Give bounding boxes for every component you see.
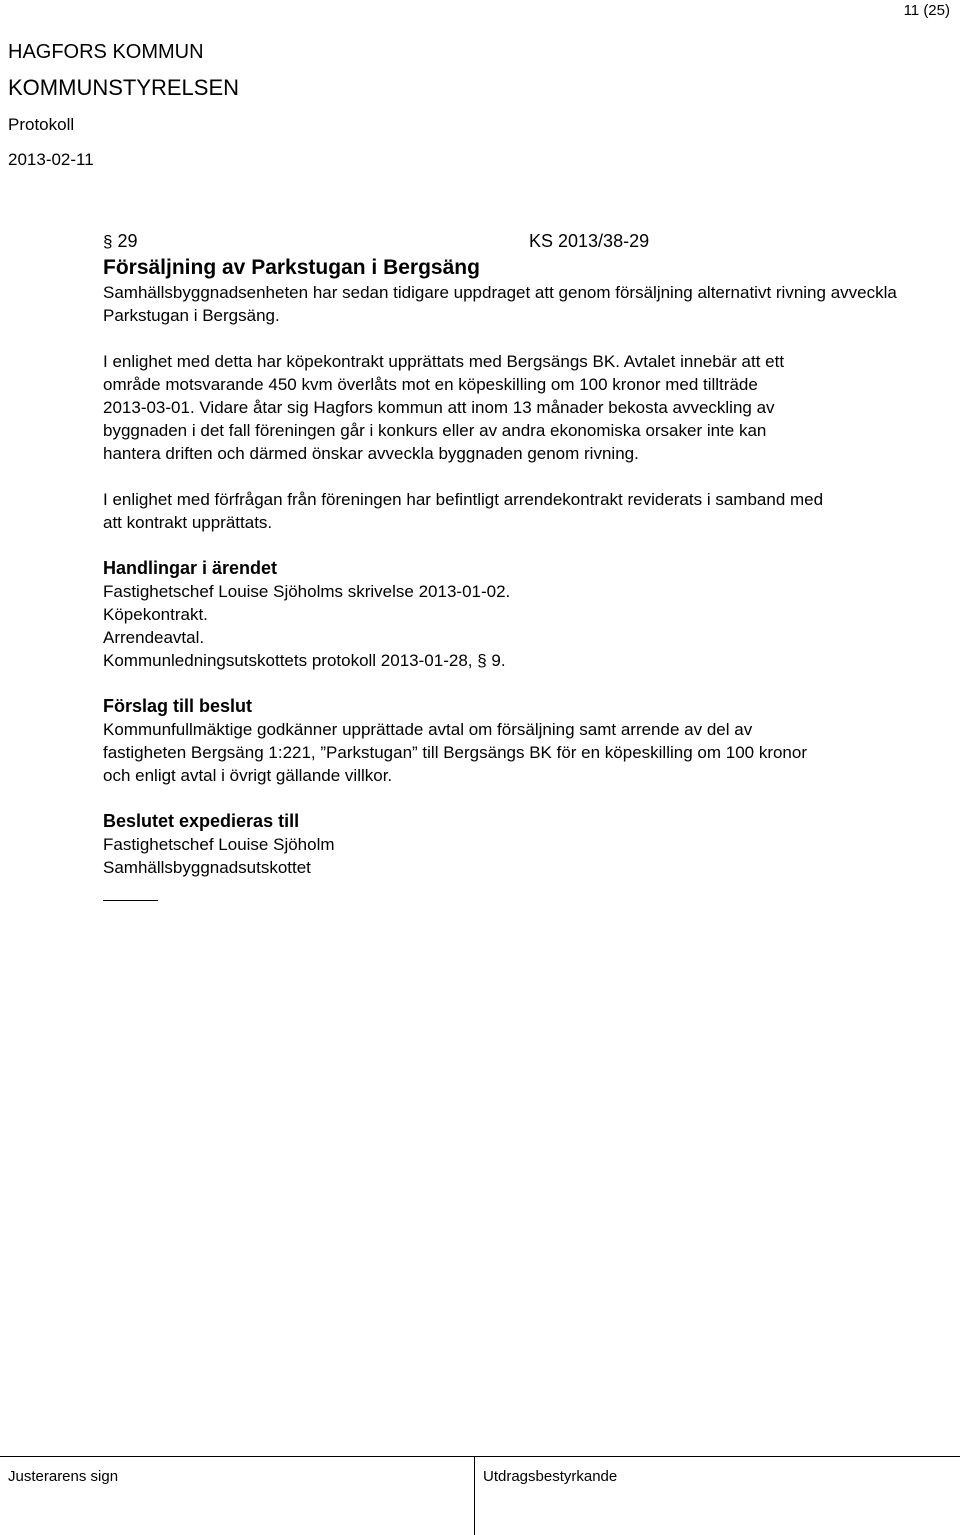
protocol-section [103, 230, 953, 901]
proposal-line: och enligt avtal i övrigt gällande villkor. [103, 766, 393, 785]
section-header-row [103, 230, 953, 254]
section-number [103, 230, 138, 253]
document-date: 2013-02-11 [8, 150, 94, 169]
paragraph-line: byggnaden i det fall föreningen går i konkurs eller av andra ekonomiska orsaker inte kan [103, 421, 767, 440]
case-number: KS 2013/38-29 [529, 231, 650, 251]
document-item-suffix: 9. [486, 651, 506, 670]
proposal-heading: Förslag till beslut [103, 696, 253, 716]
proposal-line: fastigheten Bergsäng 1:221, ”Parkstugan” till Bergsängs BK för en köpeskilling om 100 kronor [103, 743, 808, 762]
paragraph-line: I enlighet med förfrågan från föreningen har befintligt arrendekontrakt reviderats i samband med [103, 490, 824, 509]
recipient: Samhällsbyggnadsutskottet [103, 858, 311, 877]
proposal-line: Kommunfullmäktige godkänner upprättade avtal om försäljning samt arrende av del av [103, 720, 753, 739]
section-symbol: § [103, 232, 113, 251]
section-title: Försäljning av Parkstugan i Bergsäng [103, 256, 480, 279]
paragraph-line: att kontrakt upprättats. [103, 513, 273, 532]
section-symbol: § [477, 651, 487, 670]
document-item: Arrendeavtal. [103, 628, 205, 647]
document-item: Fastighetschef Louise Sjöholms skrivelse 2013-01-02. [103, 582, 511, 601]
document-type: Protokoll [8, 115, 75, 134]
department-name: KOMMUNSTYRELSEN [8, 75, 240, 100]
document-item [103, 649, 953, 672]
documents-heading: Handlingar i ärendet [103, 558, 278, 578]
footer-adjuster-signature: Justerarens sign [8, 1468, 119, 1485]
distribution-heading: Beslutet expedieras till [103, 811, 300, 831]
page-number: 11 (25) [903, 2, 950, 19]
recipient: Fastighetschef Louise Sjöholm [103, 835, 335, 854]
footer-column-divider [474, 1456, 475, 1535]
document-item-prefix: Kommunledningsutskottets protokoll 2013-01-28, [103, 651, 478, 670]
footer-divider [0, 1456, 960, 1457]
paragraph-line: 2013-03-01. Vidare åtar sig Hagfors kommun att inom 13 månader bekosta avveckling av [103, 398, 775, 417]
organization-name: HAGFORS KOMMUN [8, 41, 204, 63]
paragraph-line: område motsvarande 450 kvm överlåts mot en köpeskilling om 100 kronor med tillträde [103, 375, 758, 394]
footer-certification: Utdragsbestyrkande [483, 1468, 618, 1485]
paragraph-line: hantera driften och därmed önskar avveckla byggnaden genom rivning. [103, 444, 639, 463]
end-rule [103, 900, 158, 901]
section-number-value: 29 [117, 231, 138, 251]
document-item: Köpekontrakt. [103, 605, 208, 624]
paragraph-line: I enlighet med detta har köpekontrakt upprättats med Bergsängs BK. Avtalet innebär att ett [103, 352, 785, 371]
intro-paragraph: Samhällsbyggnadsenheten har sedan tidigare uppdraget att genom försäljning alternativt rivning avveckla Parkstugan i Bergsäng. [103, 283, 897, 325]
